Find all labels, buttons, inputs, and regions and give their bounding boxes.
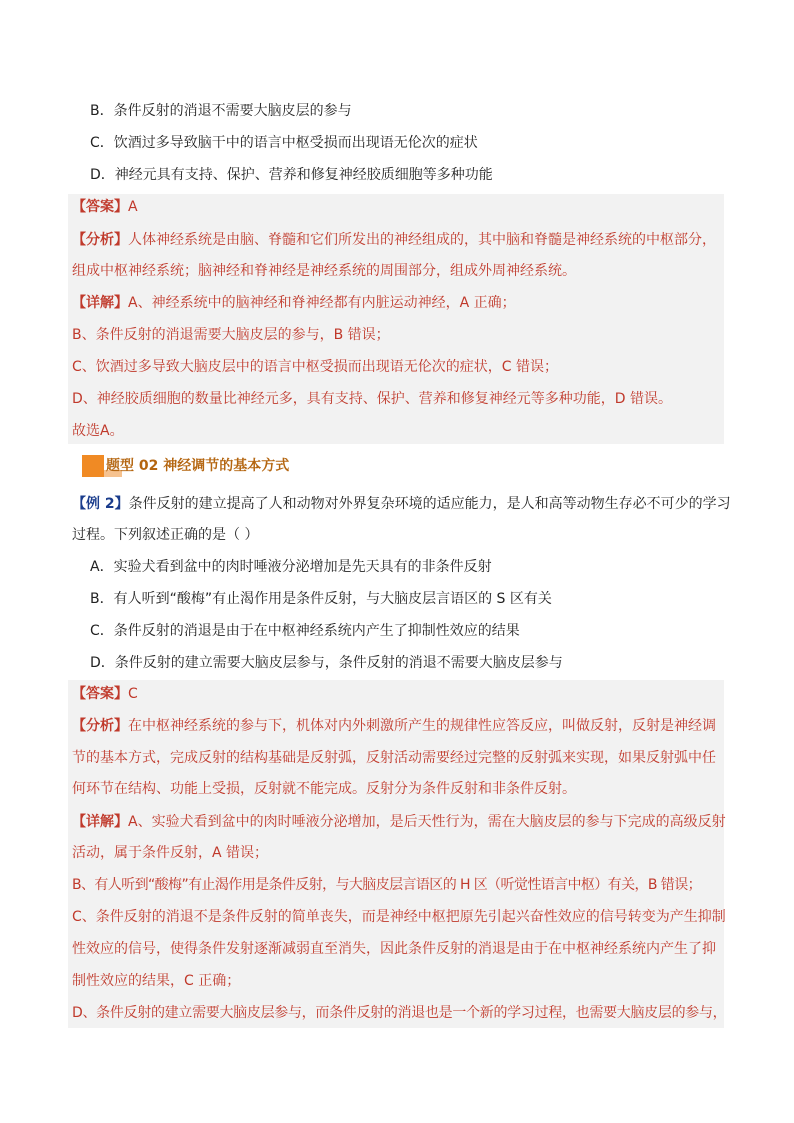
q2-detail-line-1 xyxy=(72,812,726,832)
answer-value: A xyxy=(128,199,138,215)
q2-detail-line-2: 活动，属于条件反射，A 错误； xyxy=(72,845,269,861)
q2-analysis-line-2: 节的基本方式，完成反射的结构基础是反射弧，反射活动需要经过完整的反射弧来实现，如果反射弧中任 xyxy=(72,750,716,766)
detail-text: A、神经系统中的脑神经和脊神经都有内脏运动神经，A 正确； xyxy=(128,295,516,311)
q1-detail-line-3: C、饮酒过多导致大脑皮层中的语言中枢受损而出现语无伦次的症状，C 错误； xyxy=(72,359,558,375)
detail-label: 【详解】 xyxy=(72,295,128,311)
q1-detail-line-1 xyxy=(72,293,516,313)
analysis-text: 人体神经系统是由脑、脊髓和它们所发出的神经组成的，其中脑和脊髓是神经系统的中枢部分， xyxy=(128,232,716,248)
q1-option-d: D．神经元具有支持、保护、营养和修复神经胶质细胞等多种功能 xyxy=(90,167,493,183)
q1-analysis-line-1 xyxy=(72,230,716,250)
q2-detail-line-5: 性效应的信号，使得条件发射逐渐减弱直至消失，因此条件反射的消退是由于在中枢神经系统内产生了抑 xyxy=(72,941,716,957)
q2-answer-line xyxy=(72,684,138,704)
q2-stem-line-1 xyxy=(72,494,731,514)
q2-option-a: A．实验犬看到盆中的肉时唾液分泌增加是先天具有的非条件反射 xyxy=(90,559,492,575)
analysis-text: 在中枢神经系统的参与下，机体对内外刺激所产生的规律性应答反应，叫做反射，反射是神经调 xyxy=(128,718,716,734)
q1-conclusion: 故选A。 xyxy=(72,423,124,439)
heading-square-icon xyxy=(82,455,104,477)
section-heading-text: 题型 02 神经调节的基本方式 xyxy=(106,458,290,474)
q1-detail-line-2: B、条件反射的消退需要大脑皮层的参与，B 错误； xyxy=(72,327,390,343)
q2-option-c: C．条件反射的消退是由于在中枢神经系统内产生了抑制性效应的结果 xyxy=(90,623,520,639)
answer-label: 【答案】 xyxy=(72,199,128,215)
q2-detail-line-3: B、有人听到“酸梅”有止渴作用是条件反射，与大脑皮层言语区的 H 区（听觉性语言中枢）有关，B 错误； xyxy=(72,877,701,893)
analysis-label: 【分析】 xyxy=(72,232,128,248)
analysis-label: 【分析】 xyxy=(72,718,128,734)
q2-stem-text: 条件反射的建立提高了人和动物对外界复杂环境的适应能力，是人和高等动物生存必不可少的学习 xyxy=(128,496,731,512)
q1-answer-line xyxy=(72,197,138,217)
answer-label: 【答案】 xyxy=(72,686,128,702)
q2-detail-line-7: D、条件反射的建立需要大脑皮层参与，而条件反射的消退也是一个新的学习过程，也需要大脑皮层的参与， xyxy=(72,1005,727,1021)
answer-value: C xyxy=(128,686,138,702)
q1-option-b: B．条件反射的消退不需要大脑皮层的参与 xyxy=(90,103,352,119)
q2-analysis-line-3: 何环节在结构、功能上受损，反射就不能完成。反射分为条件反射和非条件反射。 xyxy=(72,781,576,797)
q2-option-b: B．有人听到“酸梅”有止渴作用是条件反射，与大脑皮层言语区的 S 区有关 xyxy=(90,591,552,607)
q1-option-c: C．饮酒过多导致脑干中的语言中枢受损而出现语无伦次的症状 xyxy=(90,135,478,151)
detail-label: 【详解】 xyxy=(72,814,128,830)
q2-analysis-line-1 xyxy=(72,716,716,736)
q2-detail-line-4: C、条件反射的消退不是条件反射的简单丧失，而是神经中枢把原先引起兴奋性效应的信号转变为产生抑制 xyxy=(72,909,726,925)
example-label: 【例 2】 xyxy=(72,496,129,512)
q2-stem-line-2: 过程。下列叙述正确的是（ ） xyxy=(72,527,259,543)
q1-detail-line-4: D、神经胶质细胞的数量比神经元多，具有支持、保护、营养和修复神经元等多种功能，D 错误。 xyxy=(72,391,673,407)
q1-analysis-line-2: 组成中枢神经系统；脑神经和脊神经是神经系统的周围部分，组成外周神经系统。 xyxy=(72,263,576,279)
detail-text: A、实验犬看到盆中的肉时唾液分泌增加，是后天性行为，需在大脑皮层的参与下完成的高级反射 xyxy=(128,814,726,830)
q2-detail-line-6: 制性效应的结果，C 正确； xyxy=(72,973,241,989)
q2-option-d: D．条件反射的建立需要大脑皮层参与，条件反射的消退不需要大脑皮层参与 xyxy=(90,655,563,671)
